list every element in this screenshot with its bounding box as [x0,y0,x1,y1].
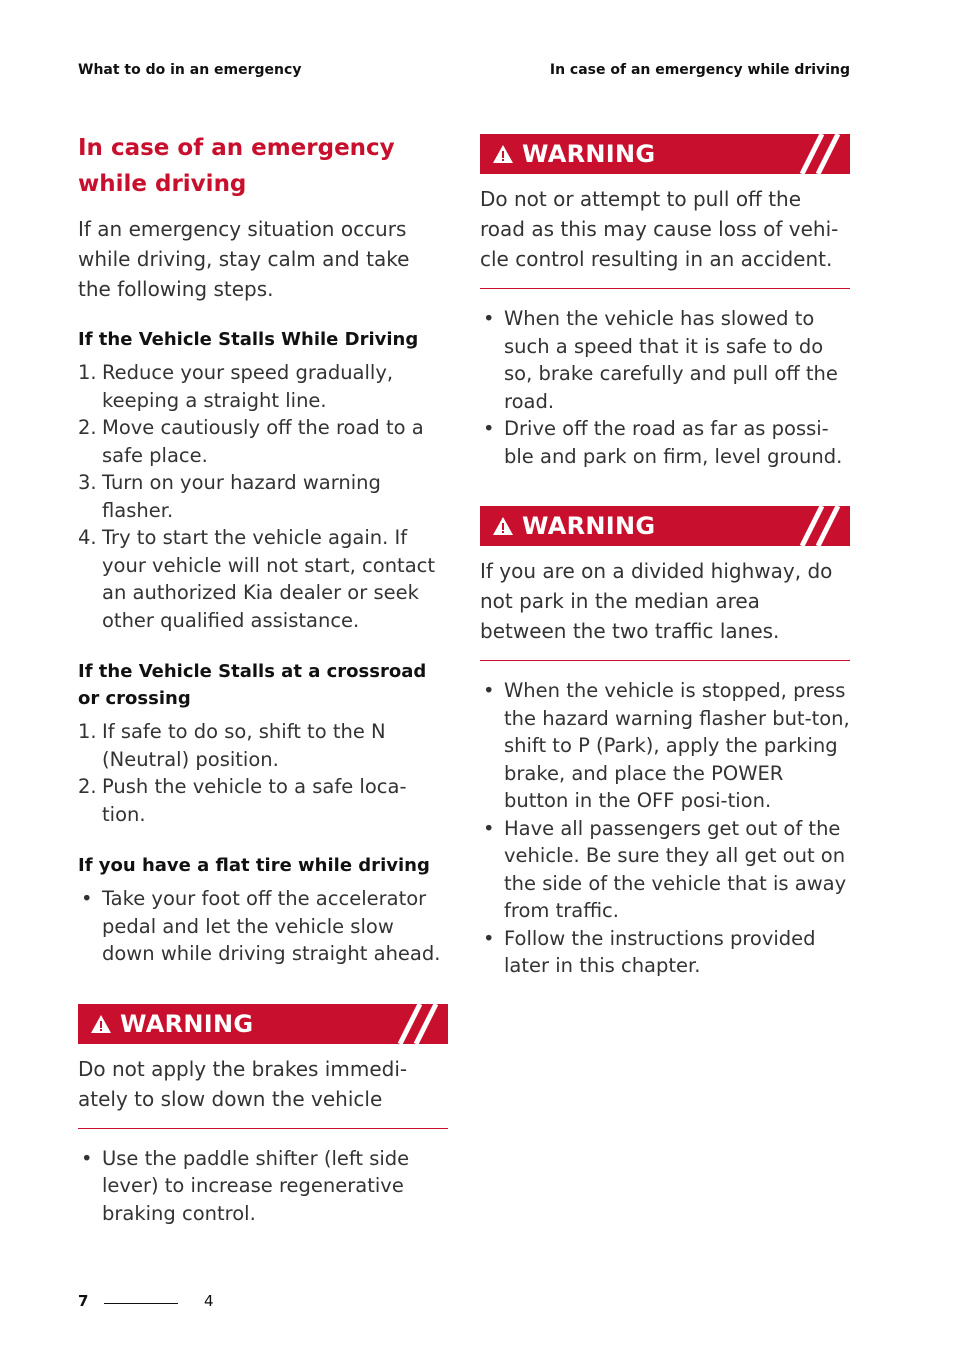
flat-tire-heading: If you have a flat tire while driving [78,855,430,876]
page-footer [78,1292,214,1310]
stall-heading: If the Vehicle Stalls While Driving [78,329,419,350]
running-header-left: What to do in an emergency [78,62,302,78]
warning-text: Do not or attempt to pull off the road as this may cause loss of vehi-cle control resulting in an accident. [480,187,839,271]
crossroad-heading: If the Vehicle Stalls at a crossroad or crossing [78,661,427,709]
warning-bar [480,134,850,174]
warning-triangle-icon [492,516,514,536]
warning-triangle-icon [492,144,514,164]
running-header-right: In case of an emergency while driving [549,62,850,78]
warning-divider [480,660,850,661]
list-item: 2. Push the vehicle to a safe loca-tion. [78,775,407,826]
list-item: 2. Move cautiously off the road to a safe place. [78,416,424,467]
bullet-dot: • [483,816,495,840]
warning-text: Do not apply the brakes immedi-ately to slow down the vehicle [78,1056,408,1111]
list-item: • Have all passengers get out of the vehicle. Be sure they all get out on the side of the vehicle that is away from traffic. [483,816,847,922]
warning-bar [480,506,850,546]
warning-label: WARNING [120,1009,254,1038]
left-column [78,130,448,1227]
list-item: 1. Reduce your speed gradually, keeping a straight line. [78,361,394,412]
warning-divider [78,1128,448,1129]
warning-divider [480,288,850,289]
intro-paragraph: If an emergency situation occurs while driving, stay calm and take the following steps. [78,217,410,301]
warning-label: WARNING [522,512,656,540]
warning-label: WARNING [522,140,656,168]
warning-box [78,1004,448,1129]
list-item: 4. Try to start the vehicle again. If your vehicle will not start, contact an authorized Kia dealer or seek other qualified assistance. [78,526,436,632]
section-title: In case of an emergency while driving [78,135,395,197]
list-item: • Drive off the road as far as possi-ble and park on firm, level ground. [483,417,843,468]
stall-steps [78,359,448,634]
bullet-dot: • [483,926,495,950]
warning-box [480,506,850,661]
after-warning-bullets [78,1145,448,1228]
footer-divider [104,1303,178,1304]
list-item: • Follow the instructions provided later in this chapter. [483,926,816,977]
stopped-bullets [480,677,850,980]
bullet-dot: • [483,307,495,330]
warning-box [480,134,850,289]
bullet-dot: • [81,887,93,910]
flat-tire-bullets [78,885,448,968]
list-item: • When the vehicle is stopped, press the hazard warning flasher but-ton, shift to P (Park), apply the parking brake, and place the POWER button in the OFF posi-tion. [483,679,850,812]
warning-slashes-icon [392,1004,442,1044]
right-column [480,130,850,980]
list-item: • When the vehicle has slowed to such a speed that it is safe to do so, brake carefully and pull off the road. [483,307,838,413]
list-item: • Take your foot off the accelerator pedal and let the vehicle slow down while driving straight ahead. [81,887,441,965]
bullet-dot: • [483,417,495,440]
warning-triangle-icon [90,1014,112,1034]
chapter-number: 7 [78,1292,89,1310]
list-item: • Use the paddle shifter (left side lever) to increase regenerative braking control. [81,1146,410,1225]
list-item: 3. Turn on your hazard warning flasher. [78,471,381,522]
crossroad-steps [78,718,448,828]
pull-off-bullets [480,305,850,470]
bullet-dot: • [81,1146,93,1170]
warning-slashes-icon [794,134,844,174]
warning-bar [78,1004,448,1044]
warning-text: If you are on a divided highway, do not park in the median area between the two traffic lanes. [480,559,833,643]
page-number: 4 [204,1292,214,1310]
warning-slashes-icon [794,506,844,546]
bullet-dot: • [483,679,495,702]
list-item: 1. If safe to do so, shift to the N (Neutral) position. [78,720,386,771]
